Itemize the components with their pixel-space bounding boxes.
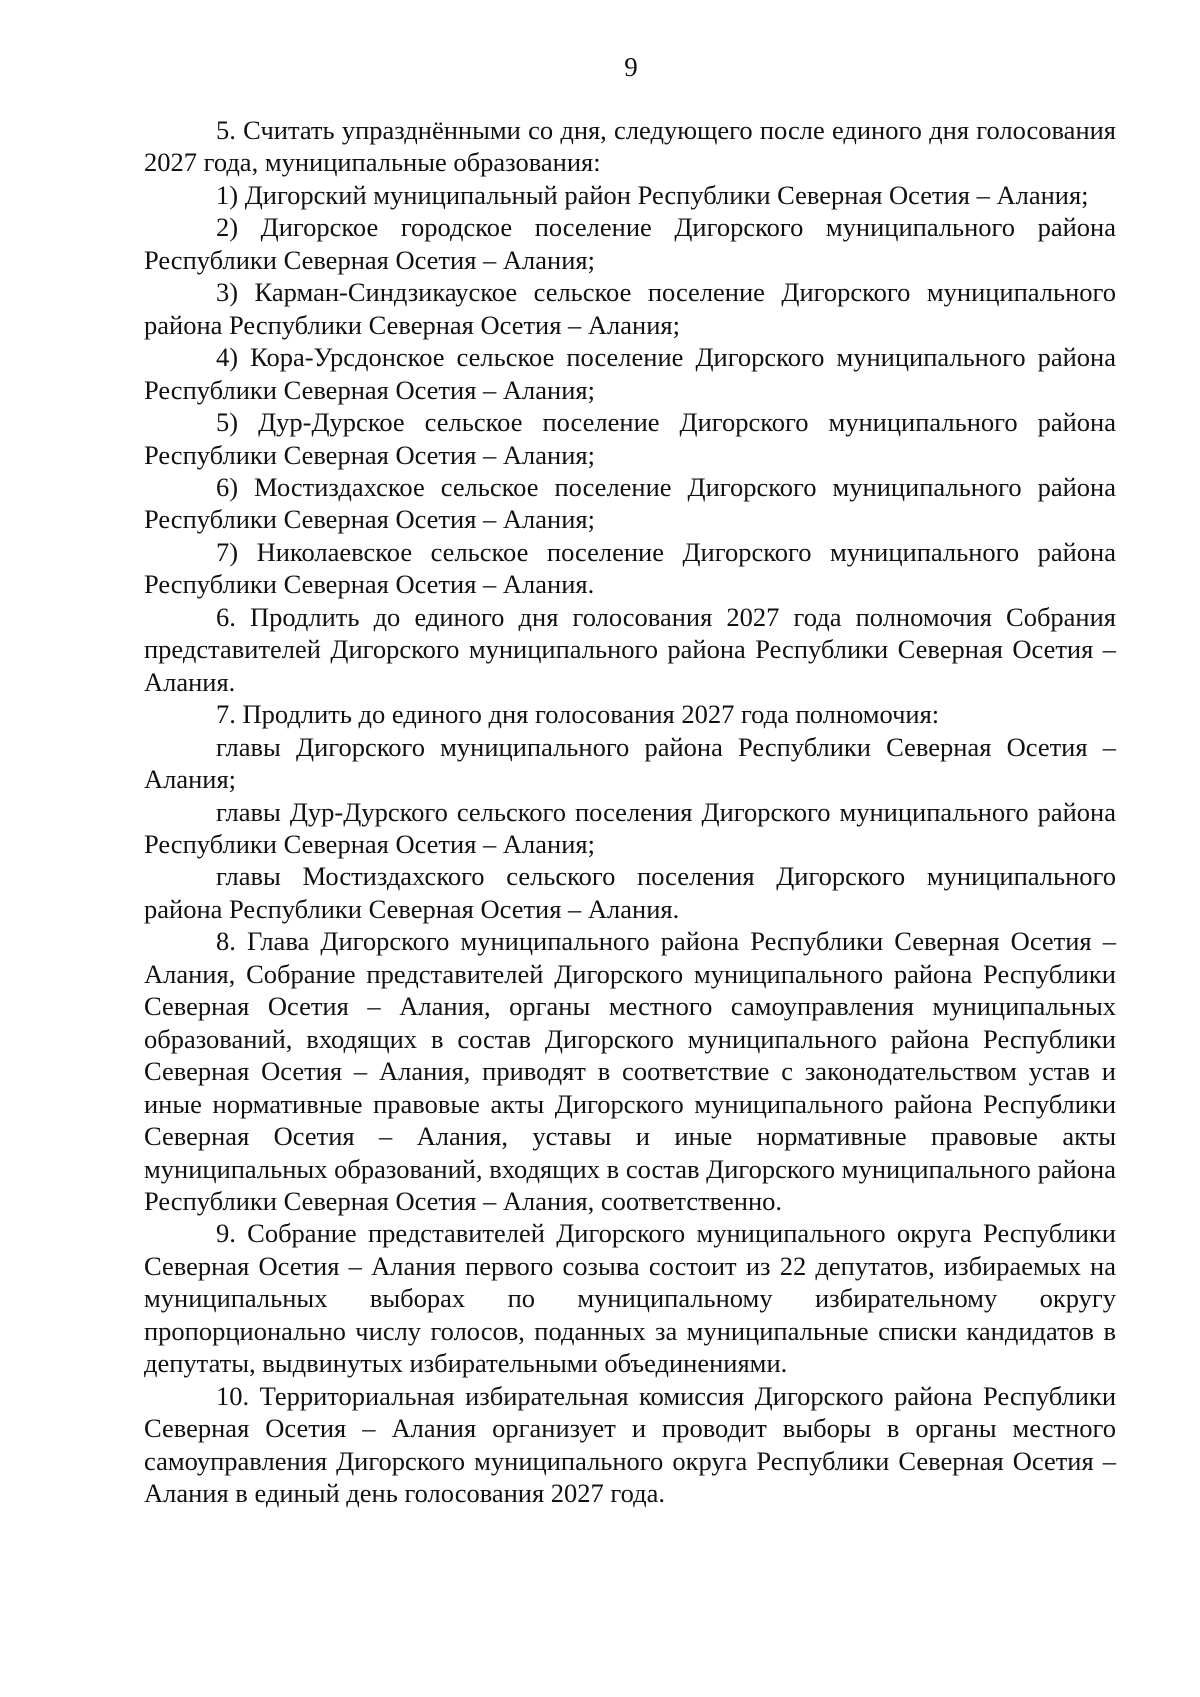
list-item-head-mostizdakh: главы Мостиздахского сельского поселения Дигорского муниципального района Республики Северная Осетия – Алания. xyxy=(144,861,1116,924)
paragraph-9: 9. Собрание представителей Дигорского муниципального округа Республики Северная Осетия – Алания первого созыва состоит из 22 депутатов, избираемых на муниципальных выборах по муниципальному избирательному округу пропорционально числу голосов, поданных за муниципальные списки кандидатов в депутаты, выдвинутых избирательными объединениями. xyxy=(144,1218,1116,1379)
page-number: 9 xyxy=(624,52,638,82)
list-item-head-dur-dur: главы Дур-Дурского сельского поселения Дигорского муниципального района Республики Северная Осетия – Алания; xyxy=(144,796,1116,859)
list-item-4: 4) Кора-Урсдонское сельское поселение Дигорского муниципального района Республики Северная Осетия – Алания; xyxy=(144,342,1116,405)
list-item-5: 5) Дур-Дурское сельское поселение Дигорского муниципального района Республики Северная Осетия – Алания; xyxy=(144,407,1116,470)
paragraph-10: 10. Территориальная избирательная комиссия Дигорского района Республики Северная Осетия – Алания организует и проводит выборы в органы местного самоуправления Дигорского муниципального округа Республики Северная Осетия – Алания в единый день голосования 2027 года. xyxy=(144,1380,1116,1509)
paragraph-8: 8. Глава Дигорского муниципального района Республики Северная Осетия – Алания, Собрание представителей Дигорского муниципального района Республики Северная Осетия – Алания, органы местного самоуправления муниципальных образований, входящих в состав Дигорского муниципального района Республики Северная Осетия – Алания, приводят в соответствие с законодательством устав и иные нормативные правовые акты Дигорского муниципального района Республики Северная Осетия – Алания, уставы и иные нормативные правовые акты муниципальных образований, входящих в состав Дигорского муниципального района Республики Северная Осетия – Алания, соответственно. xyxy=(144,926,1116,1216)
list-item-3: 3) Карман-Синдзикауское сельское поселение Дигорского муниципального района Республики Северная Осетия – Алания; xyxy=(144,277,1116,340)
list-item-2: 2) Дигорское городское поселение Дигорского муниципального района Республики Северная Осетия – Алания; xyxy=(144,212,1116,275)
list-item-head-district: главы Дигорского муниципального района Республики Северная Осетия – Алания; xyxy=(144,731,1116,795)
paragraph-6: 6. Продлить до единого дня голосования 2027 года полномочия Собрания представителей Дигорского муниципального района Республики Северная Осетия – Алания. xyxy=(144,601,1116,697)
list-item-7: 7) Николаевское сельское поселение Дигорского муниципального района Республики Северная Осетия – Алания. xyxy=(144,536,1116,600)
paragraph-5: 5. Считать упразднёнными со дня, следующего после единого дня голосования 2027 года, муниципальные образования: xyxy=(144,115,1116,178)
document-body xyxy=(144,114,1116,1509)
list-item-6: 6) Мостиздахское сельское поселение Дигорского муниципального района Республики Северная Осетия – Алания; xyxy=(144,471,1116,535)
list-item-1: 1) Дигорский муниципальный район Республики Северная Осетия – Алания; xyxy=(216,179,1089,210)
paragraph-7: 7. Продлить до единого дня голосования 2027 года полномочия: xyxy=(216,699,940,730)
